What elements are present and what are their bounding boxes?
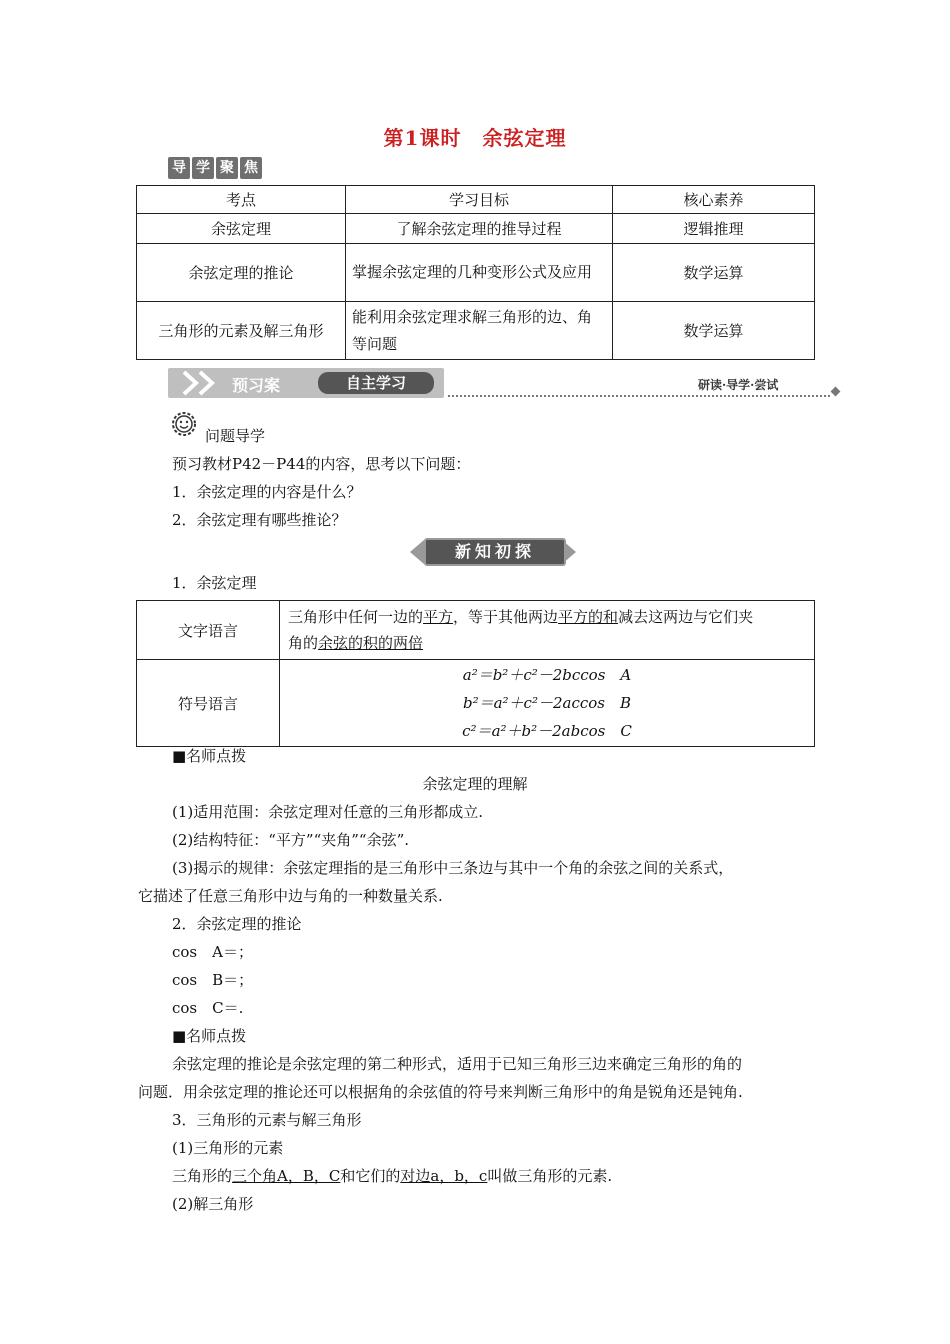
- text: 减去这两边与它们夹: [618, 608, 754, 626]
- text: 角的: [288, 634, 319, 652]
- badge-char: 焦: [240, 157, 262, 179]
- table-row: [137, 302, 815, 360]
- banner-left-label: 预习案: [232, 376, 281, 395]
- goals-table: [136, 185, 815, 360]
- diamond-icon: [831, 387, 841, 397]
- banner-right-box: 自主学习: [318, 372, 434, 394]
- chevrons-icon: [174, 368, 234, 398]
- text: ，等于其他两边: [453, 608, 559, 626]
- table-cell: 逻辑推理: [613, 214, 815, 244]
- table-row: [137, 244, 815, 302]
- table-cell: 数学运算: [613, 302, 815, 360]
- banner-divider: [448, 395, 830, 397]
- sec3-title: 3．三角形的元素与解三角形: [172, 1111, 362, 1129]
- badge-char: 聚: [216, 157, 238, 179]
- xinzhi-label: 新知初探: [424, 538, 566, 566]
- formula-a: a²＝b²＋c²－2bccos A: [462, 666, 632, 684]
- tip-label: ■名师点拨: [172, 747, 247, 765]
- tip-heading: 余弦定理的理解: [422, 775, 528, 793]
- text: 三角形中任何一边的: [288, 608, 424, 626]
- symbol-language-content: [280, 660, 815, 747]
- table-cell: 掌握余弦定理的几种变形公式及应用: [346, 244, 613, 302]
- table-cell: 了解余弦定理的推导过程: [346, 214, 613, 244]
- cos-c-line: cos C＝.: [172, 999, 244, 1017]
- table-cell: 余弦定理: [137, 214, 346, 244]
- underlined-text: 三个角A，B，C: [232, 1167, 341, 1185]
- preview-heading: 问题导学: [205, 427, 266, 445]
- cos-b-line: cos B＝；: [172, 971, 254, 989]
- text: 和它们的: [340, 1167, 401, 1185]
- tip-label: ■名师点拨: [172, 1027, 247, 1045]
- table-header: 核心素养: [613, 186, 815, 214]
- sec3-sub1: (1)三角形的元素: [172, 1139, 284, 1157]
- table-row: [137, 214, 815, 244]
- section-badge-daoxue: [168, 157, 262, 179]
- table-cell: 能利用余弦定理求解三角形的边、角等问题: [346, 302, 613, 360]
- underlined-text: 对边a，b，c: [400, 1167, 488, 1185]
- table-cell: 余弦定理的推论: [137, 244, 346, 302]
- tip-line: 问题．用余弦定理的推论还可以根据角的余弦值的符号来判断三角形中的角是锐角还是钝角.: [138, 1083, 743, 1101]
- underlined-text: 平方的和: [558, 608, 619, 626]
- badge-char: 学: [192, 157, 214, 179]
- sec1-title: 1．余弦定理: [172, 574, 257, 592]
- sec3-line: [172, 1165, 612, 1186]
- text: 叫做三角形的元素.: [487, 1167, 613, 1185]
- xinzhi-badge: [410, 538, 576, 564]
- underlined-text: 平方: [423, 608, 454, 626]
- cosine-law-table: [136, 600, 815, 747]
- tip-line: 它描述了任意三角形中边与角的一种数量关系.: [138, 887, 443, 905]
- tip-line: 余弦定理的推论是余弦定理的第二种形式，适用于已知三角形三边来确定三角形的角的: [172, 1055, 743, 1073]
- question-1: 1．余弦定理的内容是什么？: [172, 483, 362, 501]
- banner-bar: [168, 368, 444, 398]
- cos-a-line: cos A＝；: [172, 943, 253, 961]
- table-cell: 三角形的元素及解三角形: [137, 302, 346, 360]
- table-header: 考点: [137, 186, 346, 214]
- sec3-sub2: (2)解三角形: [172, 1195, 254, 1213]
- smiley-icon: [171, 411, 197, 437]
- question-2: 2．余弦定理有哪些推论？: [172, 511, 347, 529]
- formula-b: b²＝a²＋c²－2accos B: [462, 694, 632, 712]
- text-language-content: [280, 601, 815, 660]
- section-banner: [168, 368, 840, 398]
- sec2-title: 2．余弦定理的推论: [172, 915, 302, 933]
- symbol-language-label: 符号语言: [137, 660, 280, 747]
- tip-line: (2)结构特征：“平方”“夹角”“余弦”.: [172, 831, 410, 849]
- table-header: 学习目标: [346, 186, 613, 214]
- tip-line: (3)揭示的规律：余弦定理指的是三角形中三条边与其中一个角的余弦之间的关系式，: [172, 859, 734, 877]
- underlined-text: 余弦的积的两倍: [318, 634, 424, 652]
- preview-intro: 预习教材P42－P44的内容，思考以下问题：: [172, 455, 471, 473]
- banner-right-text: 研读·导学·尝试: [698, 378, 779, 392]
- tip-line: (1)适用范围：余弦定理对任意的三角形都成立.: [172, 803, 484, 821]
- formula-c: c²＝a²＋b²－2abcos C: [462, 722, 632, 740]
- text: 三角形的: [172, 1167, 233, 1185]
- badge-char: 导: [168, 157, 190, 179]
- text-language-label: 文字语言: [137, 601, 280, 660]
- table-cell: 数学运算: [613, 244, 815, 302]
- page-title: 第1课时 余弦定理: [383, 126, 567, 150]
